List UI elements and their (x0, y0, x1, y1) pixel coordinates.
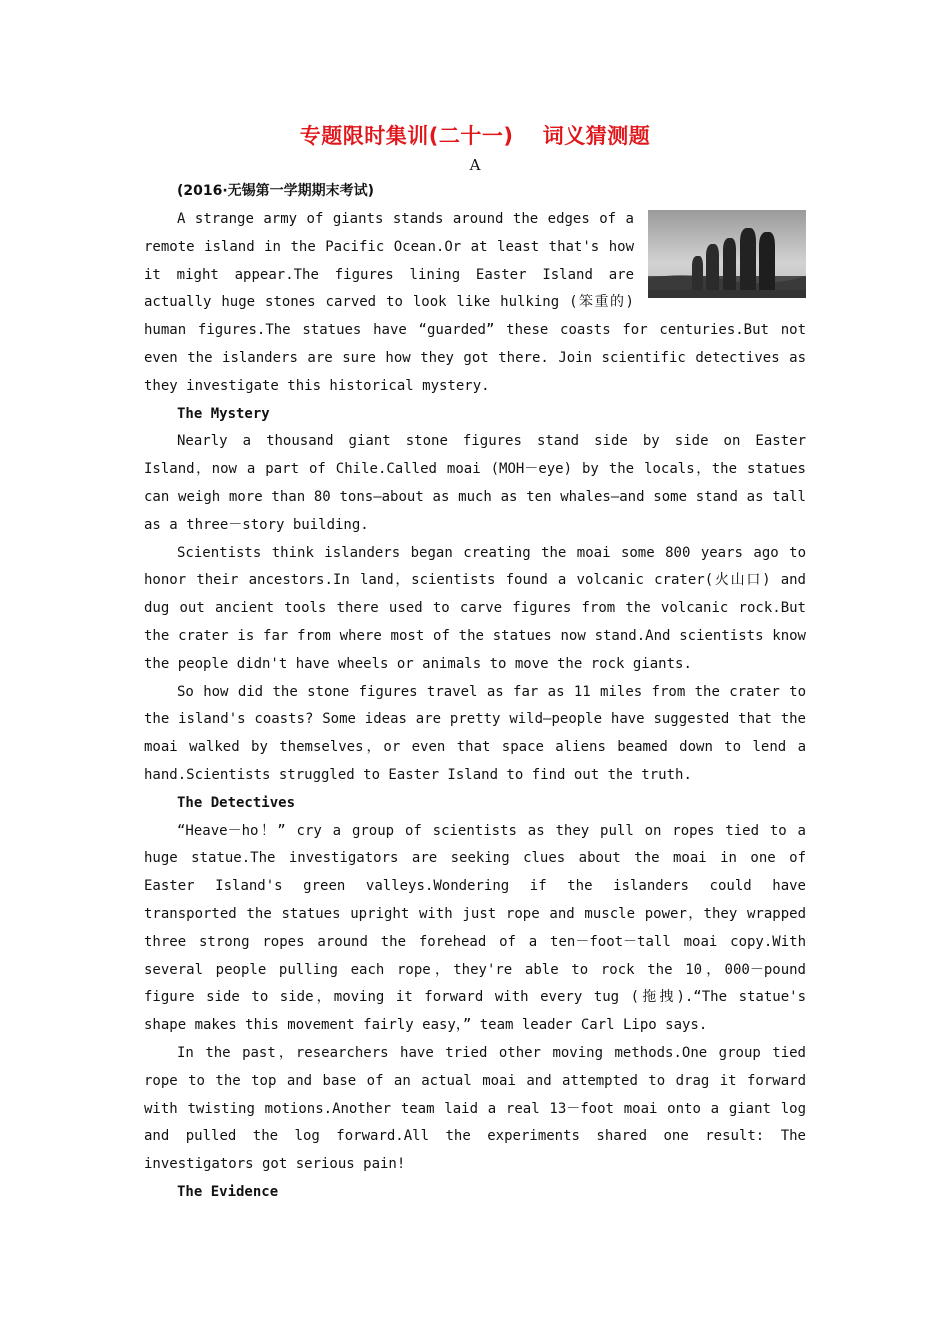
article-body (144, 206, 806, 1207)
paragraph-5: “Heave－ho！” cry a group of scientists as they pull on ropes tied to a huge statue.The investigators are seeking clues about the moai in one of Easter Island's green valleys.Wondering if the islanders could have transported the statues upright with just rope and muscle power，they wrapped three strong ropes around the forehead of a ten－foot－tall moai copy.With several people pulling each rope，they're able to rock the 10，000－pound figure side to side，moving it forward with every tug (拖拽).“The statue's shape makes this movement fairly easy，” team leader Carl Lipo says. (144, 822, 806, 1034)
exam-source: (2016·无锡第一学期期末考试) (177, 183, 375, 199)
paragraph-4: So how did the stone figures travel as far as 11 miles from the crater to the island's coasts? Some ideas are pretty wild—people have suggested that the moai walked by themselves，or even that space aliens beamed down to lend a hand.Scientists struggled to Easter Island to find out the truth. (144, 683, 806, 783)
section-label: A (469, 156, 481, 174)
heading-the-mystery: The Mystery (177, 405, 270, 422)
heading-the-detectives: The Detectives (177, 794, 296, 811)
paragraph-6: In the past，researchers have tried other moving methods.One group tied rope to the top and base of an actual moai and attempted to drag it forward with twisting motions.Another team laid a real 13－foot moai onto a giant log and pulled the log forward.All the experiments shared one result: The investigators got serious pain! (144, 1044, 806, 1173)
paragraph-1: A strange army of giants stands around the edges of a remote island in the Pacific Ocean.Or at least that's how it might appear.The figures lining Easter Island are actually huge stones carved to look like hulking (笨重的) human figures.The statues have “guarded” these coasts for centuries.But not even the islanders are sure how they got there. Join scientific detectives as they investigate this historical mystery. (144, 211, 806, 394)
moai-statues-photo (648, 210, 806, 298)
page-title: 专题限时集训(二十一) 词义猜测题 (299, 124, 651, 148)
paragraph-3: Scientists think islanders began creating the moai some 800 years ago to honor their ancestors.In land，scientists found a volcanic crater(火山口) and dug out ancient tools there used to carve figures from the volcanic rock.But the crater is far from where most of the statues now stand.And scientists know the people didn't have wheels or animals to move the rock giants. (144, 544, 806, 672)
paragraph-2: Nearly a thousand giant stone figures stand side by side on Easter Island，now a part of Chile.Called moai (MOH－eye) by the locals，the statues can weigh more than 80 tons—about as much as ten whales—and some stand as tall as a three－story building. (144, 433, 806, 533)
heading-the-evidence: The Evidence (177, 1183, 279, 1200)
